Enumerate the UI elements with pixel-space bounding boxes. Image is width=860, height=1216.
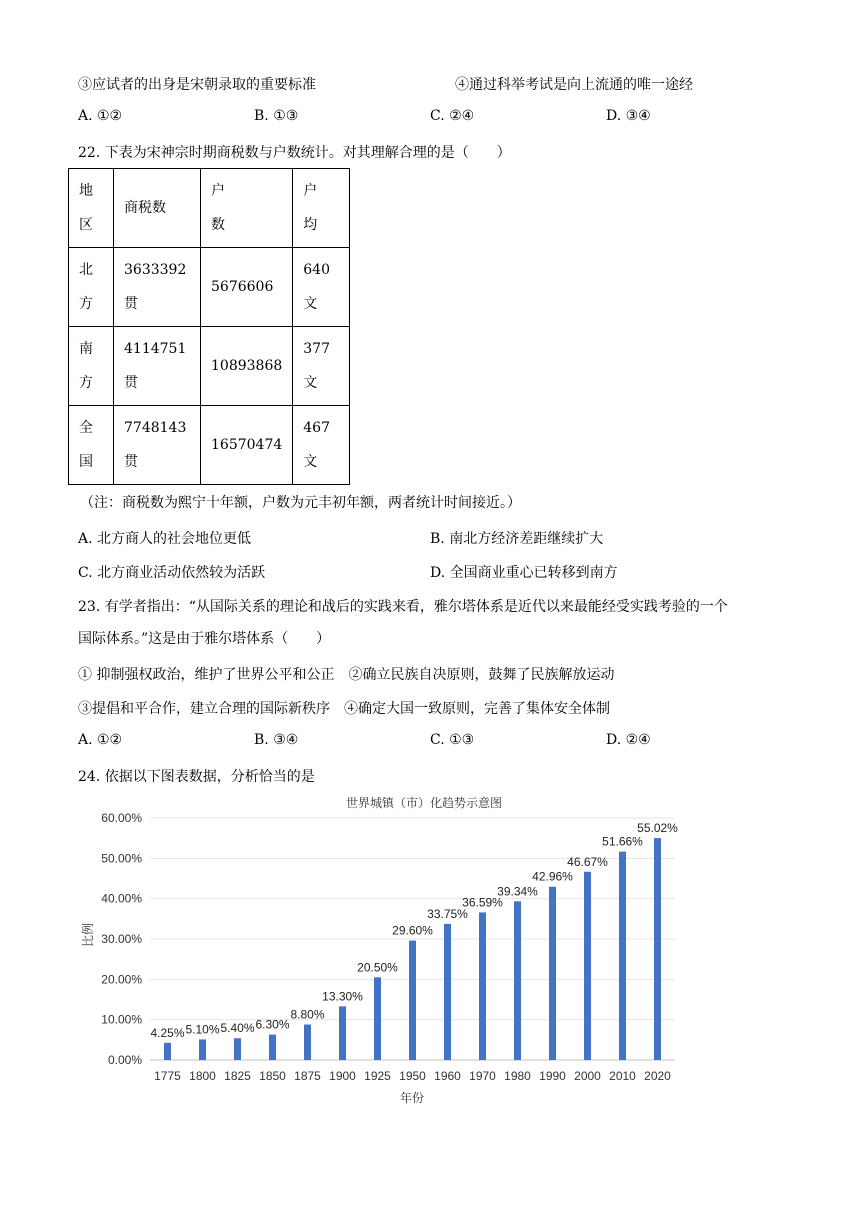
q22-option-c[interactable]: C. 北方商业活动依然较为活跃 <box>78 565 266 581</box>
table-row <box>69 327 350 406</box>
cell-region: 北 方 <box>69 248 114 327</box>
x-tick-label: 1980 <box>504 1069 531 1083</box>
bar-1925 <box>374 977 381 1060</box>
chart-title: 世界城镇（市）化趋势示意图 <box>345 796 503 810</box>
data-label: 8.80% <box>290 1007 325 1022</box>
bar-1875 <box>304 1025 311 1060</box>
bar-1960 <box>444 924 451 1060</box>
x-tick-label: 1900 <box>329 1069 356 1083</box>
data-label: 42.96% <box>532 869 573 884</box>
q21-option-b[interactable]: B. ①③ <box>254 108 299 124</box>
cell-region: 全 国 <box>69 406 114 485</box>
data-label: 4.25% <box>150 1025 185 1040</box>
q22-option-a[interactable]: A. 北方商人的社会地位更低 <box>78 531 252 547</box>
cell-avg: 377 文 <box>293 327 350 406</box>
header-tax: 商税数 <box>114 169 201 248</box>
table-header-row <box>69 169 350 248</box>
bar-1850 <box>269 1035 276 1060</box>
q23-statement-line2: ③提倡和平合作，建立合理的国际新秩序 ④确定大国一致原则，完善了集体安全体制 <box>78 701 610 717</box>
data-label: 6.30% <box>255 1017 290 1032</box>
data-label: 33.75% <box>427 906 468 921</box>
q24-stem: 24. 依据以下图表数据，分析恰当的是 <box>78 769 315 785</box>
bar-1990 <box>549 887 556 1060</box>
q23-stem-line2: 国际体系。”这是由于雅尔塔体系（ ） <box>78 631 331 647</box>
x-tick-label: 1950 <box>399 1069 426 1083</box>
header-households: 户 数 <box>201 169 293 248</box>
y-tick-label: 10.00% <box>101 1012 142 1027</box>
cell-region: 南 方 <box>69 327 114 406</box>
bar-2010 <box>619 852 626 1060</box>
cell-avg: 640 文 <box>293 248 350 327</box>
y-tick-label: 20.00% <box>101 972 142 987</box>
bar-1800 <box>199 1039 206 1060</box>
table-row <box>69 248 350 327</box>
x-tick-label: 2000 <box>574 1069 601 1083</box>
q22-option-b[interactable]: B. 南北方经济差距继续扩大 <box>430 531 604 547</box>
q22-note: （注：商税数为熙宁十年额，户数为元丰初年额，两者统计时间接近。） <box>80 495 521 511</box>
y-tick-label: 40.00% <box>101 891 142 906</box>
x-tick-label: 1925 <box>364 1069 391 1083</box>
bar-1970 <box>479 912 486 1060</box>
cell-households: 16570474 <box>201 406 293 485</box>
bar-1980 <box>514 901 521 1060</box>
y-tick-label: 30.00% <box>101 932 142 946</box>
x-tick-label: 1800 <box>189 1069 216 1083</box>
data-label: 55.02% <box>637 821 678 836</box>
cell-tax: 4114751 贯 <box>114 327 201 406</box>
q23-option-c[interactable]: C. ①③ <box>430 732 475 748</box>
q22-option-d[interactable]: D. 全国商业重心已转移到南方 <box>430 565 618 581</box>
x-tick-label: 1850 <box>259 1069 286 1083</box>
bar-1950 <box>409 941 416 1060</box>
data-label: 13.30% <box>322 989 363 1004</box>
y-tick-label: 60.00% <box>101 811 142 825</box>
q21-statement-4: ④通过科举考试是向上流通的唯一途经 <box>455 77 693 93</box>
cell-tax: 7748143 贯 <box>114 406 201 485</box>
data-label: 46.67% <box>567 854 608 869</box>
q23-statement-line1: ① 抑制强权政治，维护了世界公平和公正 ②确立民族自决原则，鼓舞了民族解放运动 <box>78 667 615 683</box>
q22-stem: 22. 下表为宋神宗时期商税数与户数统计。对其理解合理的是（ ） <box>78 145 511 161</box>
q23-option-a[interactable]: A. ①② <box>78 732 123 748</box>
bar-2020 <box>654 838 661 1060</box>
x-tick-label: 2010 <box>609 1069 636 1083</box>
data-label: 51.66% <box>602 834 643 849</box>
urbanization-bar-chart <box>0 790 860 1120</box>
data-label: 20.50% <box>357 960 398 975</box>
data-label: 5.10% <box>185 1022 220 1037</box>
table-row <box>69 406 350 485</box>
x-tick-label: 1990 <box>539 1069 566 1083</box>
data-label: 36.59% <box>462 895 503 910</box>
q21-option-d[interactable]: D. ③④ <box>606 108 651 124</box>
q21-option-a[interactable]: A. ①② <box>78 108 123 124</box>
y-axis-label: 比例 <box>81 922 95 948</box>
q23-option-b[interactable]: B. ③④ <box>254 732 299 748</box>
q23-stem-line1: 23. 有学者指出：“从国际关系的理论和战后的实践来看，雅尔塔体系是近代以来最能经受实践考验的一个 <box>78 599 728 615</box>
q23-option-d[interactable]: D. ②④ <box>606 732 651 748</box>
data-label: 5.40% <box>220 1021 255 1036</box>
bar-2000 <box>584 872 591 1060</box>
x-tick-label: 1960 <box>434 1069 461 1083</box>
x-tick-label: 2020 <box>644 1069 671 1083</box>
x-tick-label: 1825 <box>224 1069 251 1083</box>
tax-table <box>68 168 350 485</box>
x-tick-label: 1875 <box>294 1069 321 1083</box>
header-avg: 户 均 <box>293 169 350 248</box>
y-tick-label: 50.00% <box>101 851 142 866</box>
cell-households: 10893868 <box>201 327 293 406</box>
bar-1775 <box>164 1043 171 1060</box>
data-label: 29.60% <box>392 923 433 938</box>
cell-households: 5676606 <box>201 248 293 327</box>
cell-avg: 467 文 <box>293 406 350 485</box>
x-axis-label: 年份 <box>399 1091 425 1105</box>
q21-statement-3: ③应试者的出身是宋朝录取的重要标准 <box>78 77 316 93</box>
bar-1900 <box>339 1006 346 1060</box>
cell-tax: 3633392 贯 <box>114 248 201 327</box>
y-tick-label: 0.00% <box>107 1053 142 1067</box>
q21-option-c[interactable]: C. ②④ <box>430 108 475 124</box>
bar-1825 <box>234 1038 241 1060</box>
data-label: 39.34% <box>497 884 538 899</box>
header-region: 地 区 <box>69 169 114 248</box>
x-tick-label: 1970 <box>469 1069 496 1083</box>
x-tick-label: 1775 <box>154 1069 181 1083</box>
